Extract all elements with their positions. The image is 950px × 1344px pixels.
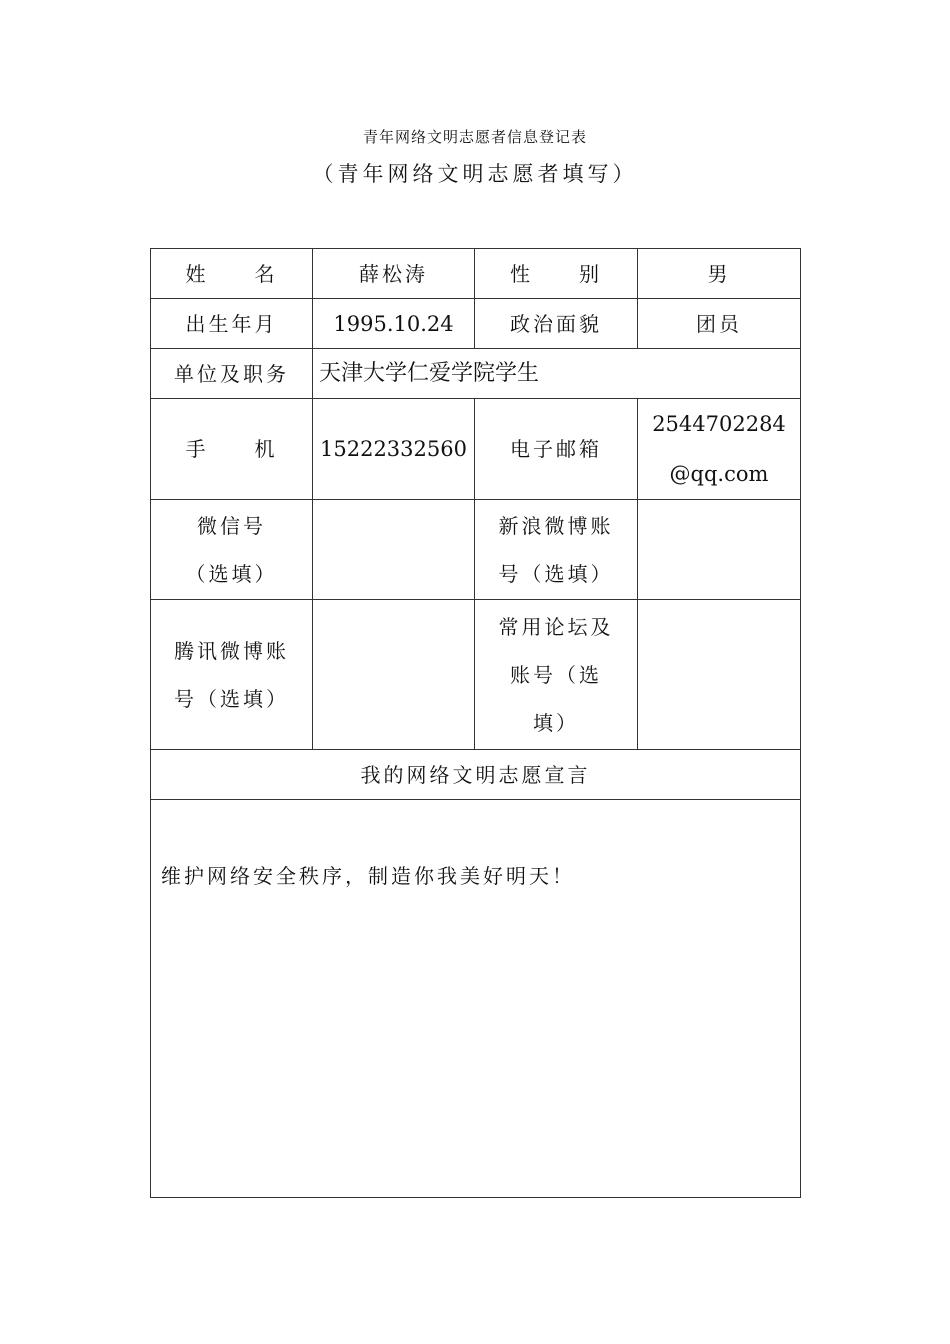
document-subtitle: （青年网络文明志愿者填写） <box>312 162 638 186</box>
political-label: 政治面貌 <box>475 299 638 349</box>
row-birth-political <box>151 299 801 349</box>
row-declaration-body <box>151 800 801 1198</box>
sina-label-line1: 新浪微博账 <box>498 513 614 538</box>
email-value <box>638 399 801 500</box>
name-value: 薛松涛 <box>313 249 475 299</box>
forum-label <box>475 600 638 750</box>
tencent-label <box>151 600 313 750</box>
unit-label: 单位及职务 <box>151 349 313 399</box>
document-title: 青年网络文明志愿者信息登记表 <box>362 128 587 146</box>
tencent-value[interactable] <box>313 600 475 750</box>
unit-value: 天津大学仁爱学院学生 <box>313 349 801 399</box>
wechat-value[interactable] <box>313 500 475 600</box>
row-name-gender <box>151 249 801 299</box>
forum-label-line1: 常用论坛及 <box>498 614 614 639</box>
sina-value[interactable] <box>638 500 801 600</box>
declaration-heading: 我的网络文明志愿宣言 <box>151 750 801 800</box>
row-unit <box>151 349 801 399</box>
row-declaration-heading <box>151 750 801 800</box>
forum-label-line2: 账号（选 <box>510 662 602 687</box>
declaration-cell[interactable] <box>151 800 801 1198</box>
sina-label-line2: 号（选填） <box>498 561 614 586</box>
email-label: 电子邮箱 <box>475 399 638 500</box>
gender-label: 性 别 <box>475 249 638 299</box>
name-label: 姓 名 <box>151 249 313 299</box>
email-value-line2: @qq.com <box>669 462 769 486</box>
sina-label <box>475 500 638 600</box>
birth-value: 1995.10.24 <box>313 299 475 349</box>
wechat-label-line1: 微信号 <box>197 513 266 538</box>
row-wechat-sina <box>151 500 801 600</box>
tencent-label-line2: 号（选填） <box>174 686 289 711</box>
forum-value[interactable] <box>638 600 801 750</box>
gender-value: 男 <box>638 249 801 299</box>
email-value-line1: 2544702284 <box>652 412 786 436</box>
forum-label-line3: 填） <box>533 710 579 735</box>
political-value: 团员 <box>638 299 801 349</box>
phone-value: 15222332560 <box>313 399 475 500</box>
wechat-label <box>151 500 313 600</box>
declaration-text: 维护网络安全秩序，制造你我美好明天！ <box>161 864 575 888</box>
tencent-label-line1: 腾讯微博账 <box>174 638 289 663</box>
wechat-label-line2: （选填） <box>185 561 278 586</box>
registration-form-table <box>150 248 801 1198</box>
phone-label: 手 机 <box>151 399 313 500</box>
row-phone-email <box>151 399 801 500</box>
birth-label: 出生年月 <box>151 299 313 349</box>
row-tencent-forum <box>151 600 801 750</box>
